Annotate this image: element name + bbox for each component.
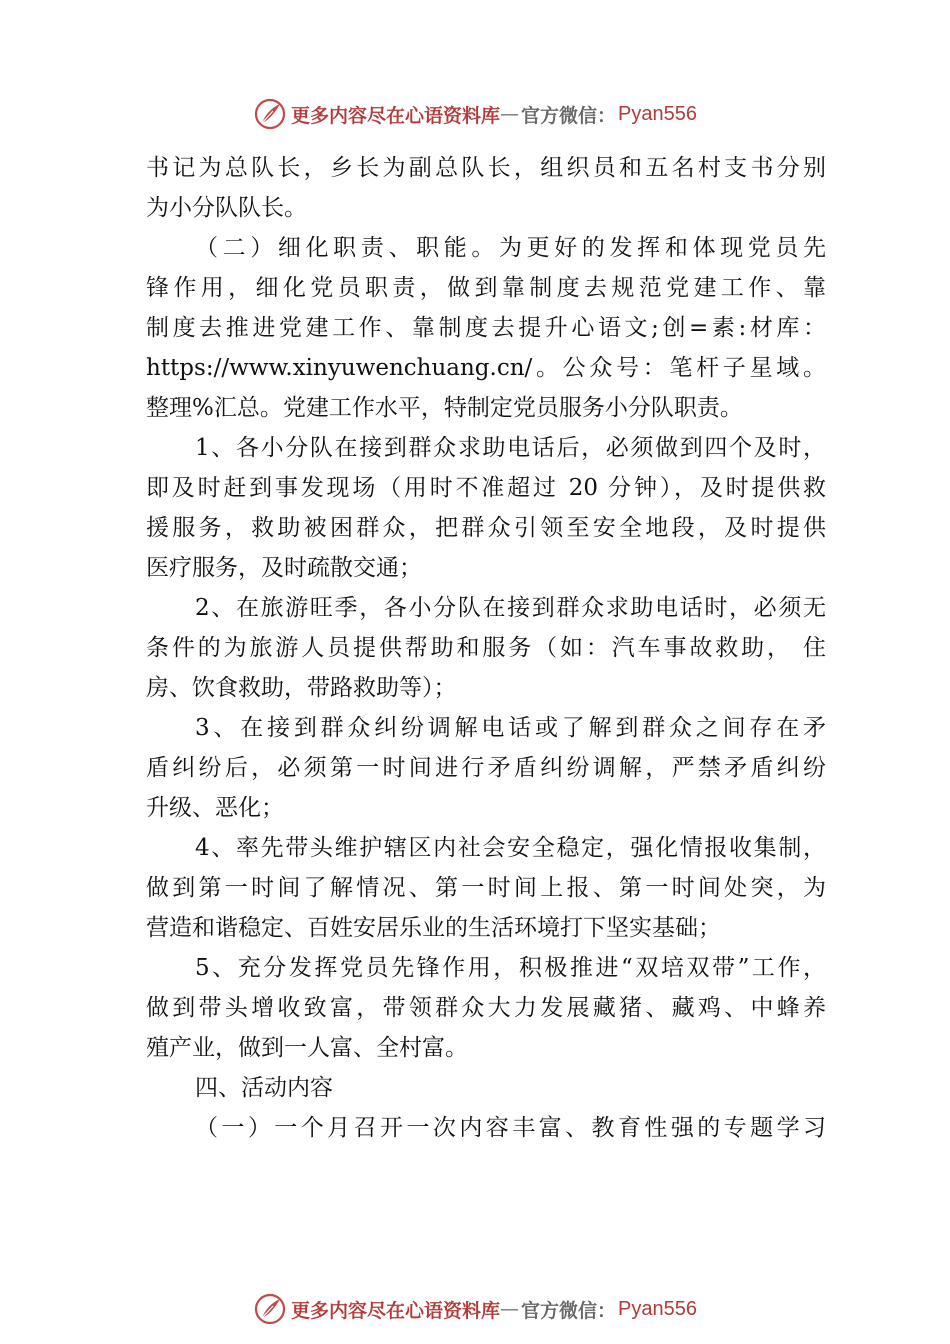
document-body [146, 148, 826, 1148]
text-line: 书记为总队长，乡长为副总队长，组织员和五名村支书分别 [146, 155, 826, 181]
header-banner [0, 94, 950, 134]
text-line: 1、各小分队在接到群众求助电话后，必须做到四个及时， [195, 435, 826, 461]
text-line: 5、充分发挥党员先锋作用，积极推进“双培双带”工作， [195, 955, 826, 981]
text-line: 援服务，救助被困群众，把群众引领至安全地段，及时提供 [146, 515, 826, 541]
text-line: 2、在旅游旺季，各小分队在接到群众求助电话时，必须无 [195, 595, 826, 621]
banner-source-text: 更多内容尽在心语资料库 [291, 1299, 501, 1322]
text-line: 4、率先带头维护辖区内社会安全稳定，强化情报收集制， [195, 835, 826, 861]
banner-wechat-id: Pyan556 [618, 102, 697, 125]
text-line: 即及时赶到事发现场（用时不准超过 20 分钟），及时提供救 [146, 475, 826, 501]
text-line: 锋作用，细化党员职责，做到靠制度去规范党建工作、靠 [146, 275, 826, 301]
text-line: 整理%汇总。党建工作水平，特制定党员服务小分队职责。 [146, 395, 743, 421]
banner-separator: — [500, 103, 520, 125]
text-line: 做到第一时间了解情况、第一时间上报、第一时间处突，为 [146, 875, 826, 901]
text-line: 为小分队队长。 [146, 195, 307, 221]
text-line: 营造和谐稳定、百姓安居乐业的生活环境打下坚实基础； [146, 915, 721, 941]
banner-separator: — [500, 1298, 520, 1320]
text-line: 医疗服务，及时疏散交通； [146, 555, 422, 581]
text-line: https://www.xinyuwenchuang.cn/。公众号：笔杆子星域。 [146, 355, 826, 381]
text-line: 四、活动内容 [195, 1075, 333, 1101]
footer-banner [0, 1289, 950, 1329]
text-line: 殖产业，做到一人富、全村富。 [146, 1035, 468, 1061]
banner-wechat-label: 官方微信： [521, 1299, 617, 1322]
feather-pen-logo-icon [253, 97, 287, 131]
text-line: 条件的为旅游人员提供帮助和服务（如：汽车事故救助， 住 [146, 635, 826, 661]
feather-pen-logo-icon [253, 1292, 287, 1326]
text-line: 升级、恶化； [146, 795, 284, 821]
text-line: 盾纠纷后，必须第一时间进行矛盾纠纷调解，严禁矛盾纠纷 [146, 755, 826, 781]
text-line: 制度去推进党建工作、靠制度去提升心语文;创=素:材库： [146, 315, 826, 341]
banner-wechat-id: Pyan556 [618, 1297, 697, 1320]
banner-wechat-label: 官方微信： [521, 104, 617, 127]
text-line: 3、在接到群众纠纷调解电话或了解到群众之间存在矛 [195, 715, 826, 741]
text-line: （一）一个月召开一次内容丰富、教育性强的专题学习 [195, 1115, 826, 1141]
text-line: 做到带头增收致富，带领群众大力发展藏猪、藏鸡、中蜂养 [146, 995, 826, 1021]
text-line: 房、饮食救助，带路救助等）； [146, 675, 457, 701]
text-line: （二）细化职责、职能。为更好的发挥和体现党员先 [195, 235, 826, 261]
banner-source-text: 更多内容尽在心语资料库 [291, 104, 501, 127]
